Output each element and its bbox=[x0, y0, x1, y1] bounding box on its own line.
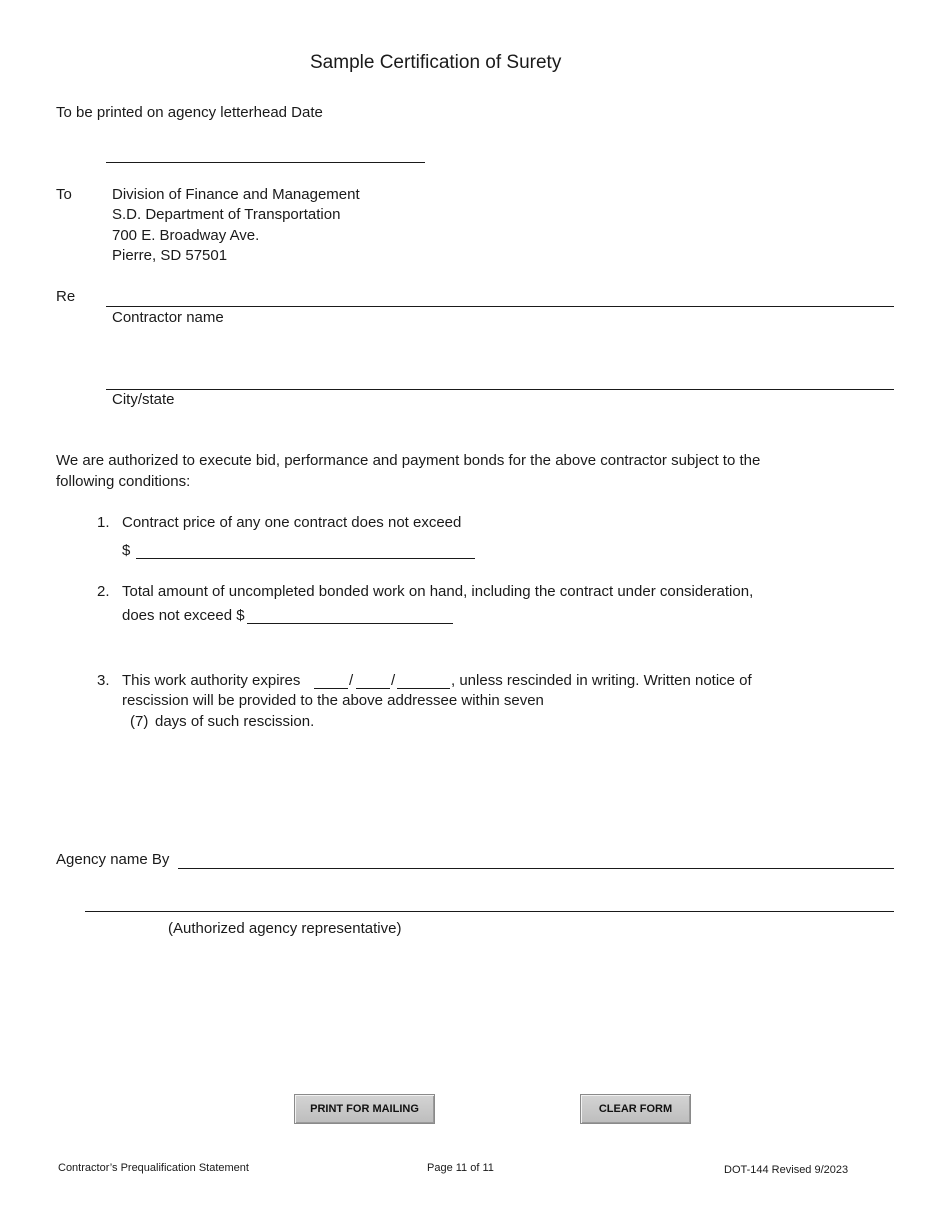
footer-page-number: Page 11 of 11 bbox=[427, 1162, 494, 1174]
expiry-year-field[interactable] bbox=[397, 673, 450, 689]
intro-line-2: following conditions: bbox=[56, 473, 191, 490]
agency-name-by-label: Agency name By bbox=[56, 851, 170, 868]
authorized-representative-field[interactable] bbox=[85, 893, 894, 912]
address-line-3: 700 E. Broadway Ave. bbox=[112, 227, 260, 244]
condition-1-currency: $ bbox=[122, 542, 131, 559]
condition-2-number: 2. bbox=[97, 583, 110, 600]
contract-price-field[interactable] bbox=[136, 540, 475, 559]
page-title: Sample Certification of Surety bbox=[310, 52, 562, 73]
condition-2-line-2: does not exceed $ bbox=[122, 607, 245, 624]
clear-form-button[interactable]: CLEAR FORM bbox=[580, 1094, 691, 1124]
footer-left: Contractor’s Prequalification Statement bbox=[58, 1162, 249, 1174]
footer-form-id: DOT-144 Revised 9/2023 bbox=[724, 1164, 849, 1176]
intro-line-1: We are authorized to execute bid, performance and payment bonds for the above contractor subject to the bbox=[56, 452, 761, 469]
condition-1-text: Contract price of any one contract does not exceed bbox=[122, 514, 462, 531]
condition-3-number: 3. bbox=[97, 672, 110, 689]
date-field[interactable] bbox=[106, 144, 425, 163]
agency-name-field[interactable] bbox=[178, 850, 894, 869]
expiry-month-field[interactable] bbox=[314, 673, 348, 689]
to-label: To bbox=[56, 186, 72, 203]
city-state-label: City/state bbox=[112, 391, 175, 408]
address-line-4: Pierre, SD 57501 bbox=[112, 247, 228, 264]
contractor-name-label: Contractor name bbox=[112, 309, 224, 326]
date-separator-1: / bbox=[349, 672, 354, 689]
condition-1-number: 1. bbox=[97, 514, 110, 531]
letterhead-note: To be printed on agency letterhead Date bbox=[56, 104, 323, 121]
expiry-day-field[interactable] bbox=[356, 673, 390, 689]
address-line-1: Division of Finance and Management bbox=[112, 186, 360, 203]
condition-3-line-3: days of such rescission. bbox=[155, 713, 315, 730]
contractor-name-field[interactable] bbox=[106, 288, 894, 307]
condition-2-line-1: Total amount of uncompleted bonded work on hand, including the contract under consideration, bbox=[122, 583, 754, 600]
address-line-2: S.D. Department of Transportation bbox=[112, 206, 341, 223]
condition-3-seven: (7) bbox=[130, 713, 149, 730]
authorized-representative-label: (Authorized agency representative) bbox=[168, 920, 402, 937]
re-label: Re bbox=[56, 288, 76, 305]
condition-3-prefix: This work authority expires bbox=[122, 672, 301, 689]
print-for-mailing-button[interactable]: PRINT FOR MAILING bbox=[294, 1094, 435, 1124]
condition-3-suffix: , unless rescinded in writing. Written notice of bbox=[451, 672, 752, 689]
condition-3-line-2: rescission will be provided to the above addressee within seven bbox=[122, 692, 544, 709]
date-separator-2: / bbox=[391, 672, 396, 689]
uncompleted-work-amount-field[interactable] bbox=[247, 608, 453, 624]
city-state-field[interactable] bbox=[106, 371, 894, 390]
